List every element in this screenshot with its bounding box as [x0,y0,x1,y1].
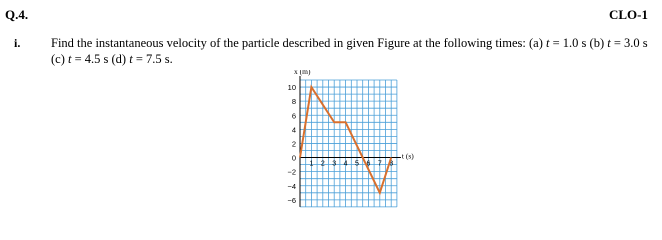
x-tick-label: 7 [377,160,382,168]
x-tick-label: 3 [332,160,337,168]
time-symbol: t [68,52,72,66]
position-time-figure [270,70,430,223]
question-number: Q.4. [5,7,29,22]
y-tick-label: −4 [287,181,296,191]
question-line-1 [51,35,651,51]
y-tick-label: 4 [291,125,296,135]
question-text [51,35,651,67]
x-tick-label: 4 [343,160,348,168]
y-tick-label: −6 [287,195,296,205]
question-text-prefix: Find the instantaneous velocity of the particle described in given Figure at the following times: (a) [51,36,547,50]
time-c: = 4.5 s (d) [71,52,130,66]
time-d: = 7.5 s. [132,52,173,66]
x-tick-label: 5 [355,160,359,168]
y-tick-label: 6 [291,111,296,121]
x-axis-label: t (s) [401,151,414,161]
item-number: i. [14,36,21,50]
y-tick-label: 2 [291,139,296,149]
time-symbol: t [607,36,611,50]
x-tick-label: 2 [320,160,325,168]
time-symbol: t [546,36,550,50]
time-a: = 1.0 s (b) [549,36,608,50]
y-axis-label: x (m) [294,70,311,76]
y-tick-label: −2 [287,167,296,177]
y-tick-label: 10 [287,83,296,93]
x-tick-label: 8 [389,160,394,168]
y-tick-label: 8 [291,97,296,107]
time-symbol: t [129,52,133,66]
question-c-prefix: (c) [51,52,68,66]
x-tick-label: 6 [366,160,371,168]
x-tick-label: 1 [309,160,314,168]
time-b: = 3.0 s [610,36,648,50]
question-line-2 [51,51,651,67]
clo-label: CLO-1 [609,7,648,22]
position-time-chart [270,70,430,218]
y-tick-label: 0 [291,153,296,163]
